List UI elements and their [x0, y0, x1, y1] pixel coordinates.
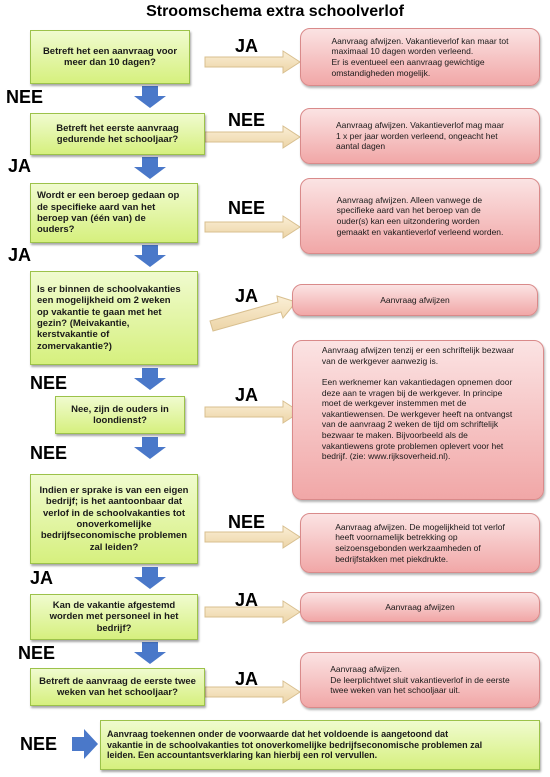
- final-approval-box: Aanvraag toekennen onder de voorwaarde dat het voldoende is aangetoond dat vakantie in de schoolvakanties tot onoverkomelijke bedrijfseconomische problemen zal leiden. Een accountantsverklaring kan hierbij een rol vervullen.: [100, 720, 540, 770]
- arrow-down-4: [134, 368, 166, 390]
- arrow-down-3: [134, 245, 166, 267]
- answer-5: Aanvraag afwijzen tenzij er een schriftelijk bezwaar van de werkgever aanwezig is. Een werknemer kan vakantiedagen opnemen door deze aan te vragen bij de werkgever. In principe moet de werkgever instemmen met de vakantiewensen. De werkgever heeft na ontvangst van de aanvraag 2 weken de tijd om schriftelijk bezwaar te maken. Bijvoorbeeld als de vakantiewens grote problemen oplevert voor het bedrijf. (zie: www.rijksoverheid.nl).: [292, 340, 544, 500]
- page-title: Stroomschema extra schoolverlof: [146, 3, 404, 20]
- label-nee-1: NEE: [6, 87, 44, 107]
- label-ja-6: JA: [30, 568, 54, 588]
- question-3: Wordt er een beroep gedaan op de specifieke aard van het beroep van (één van) de ouders?: [30, 183, 198, 243]
- question-6: Indien er sprake is van een eigen bedrijf; is het aantoonbaar dat verlof in de schoolvakanties tot onoverkomelijke bedrijfseconomische problemen zal leiden?: [30, 474, 198, 564]
- arrow-down-2: [134, 157, 166, 179]
- label-ja-7: JA: [235, 590, 259, 610]
- label-nee-5: NEE: [30, 443, 68, 463]
- arrow-down-5: [134, 437, 166, 459]
- arrow-right-final: [72, 729, 98, 759]
- question-2: Betreft het eerste aanvraag gedurende het schooljaar?: [30, 113, 205, 155]
- answer-1: Aanvraag afwijzen. Vakantieverlof kan maar tot maximaal 10 dagen worden verleend. Er is eventueel een aanvraag gewichtige omstandigheden mogelijk.: [300, 28, 540, 86]
- arrow-right-3: [205, 216, 300, 238]
- arrow-down-1: [134, 86, 166, 108]
- label-ja-3: JA: [8, 245, 32, 265]
- answer-7: Aanvraag afwijzen: [300, 592, 540, 622]
- arrow-down-7: [134, 642, 166, 664]
- label-ja-8: JA: [235, 669, 259, 689]
- label-nee-6: NEE: [228, 512, 266, 532]
- question-5: Nee, zijn de ouders in loondienst?: [55, 396, 185, 434]
- answer-6: Aanvraag afwijzen. De mogelijkheid tot verlof heeft voornamelijk betrekking op seizoensgebonden werkzaamheden of bedrijfstakken met piekdrukte.: [300, 513, 540, 573]
- label-ja-2: JA: [8, 156, 32, 176]
- label-nee-8: NEE: [20, 734, 58, 754]
- label-ja-5: JA: [235, 385, 259, 405]
- label-nee-3: NEE: [228, 198, 266, 218]
- answer-2: Aanvraag afwijzen. Vakantieverlof mag maar 1 x per jaar worden verleend, ongeacht het aantal dagen: [300, 108, 540, 164]
- label-ja-4: JA: [235, 286, 259, 306]
- answer-4: Aanvraag afwijzen: [292, 284, 538, 316]
- question-7: Kan de vakantie afgestemd worden met personeel in het bedrijf?: [30, 594, 198, 640]
- label-nee-2: NEE: [228, 110, 266, 130]
- question-1: Betreft het een aanvraag voor meer dan 10 dagen?: [30, 30, 190, 84]
- label-nee-7: NEE: [18, 643, 56, 663]
- answer-3: Aanvraag afwijzen. Alleen vanwege de specifieke aard van het beroep van de ouder(s) kan een uitzondering worden gemaakt en vakantieverlof verleend worden.: [300, 178, 540, 254]
- arrow-down-6: [134, 567, 166, 589]
- question-8: Betreft de aanvraag de eerste twee weken van het schooljaar?: [30, 668, 205, 706]
- label-ja-1: JA: [235, 36, 259, 56]
- answer-8: Aanvraag afwijzen. De leerplichtwet sluit vakantieverlof in de eerste twee weken van het schooljaar uit.: [300, 652, 540, 708]
- question-4: Is er binnen de schoolvakanties een mogelijkheid om 2 weken op vakantie te gaan met het gezin? (Meivakantie, kerstvakantie of zomervakantie?): [30, 271, 198, 365]
- label-nee-4: NEE: [30, 373, 68, 393]
